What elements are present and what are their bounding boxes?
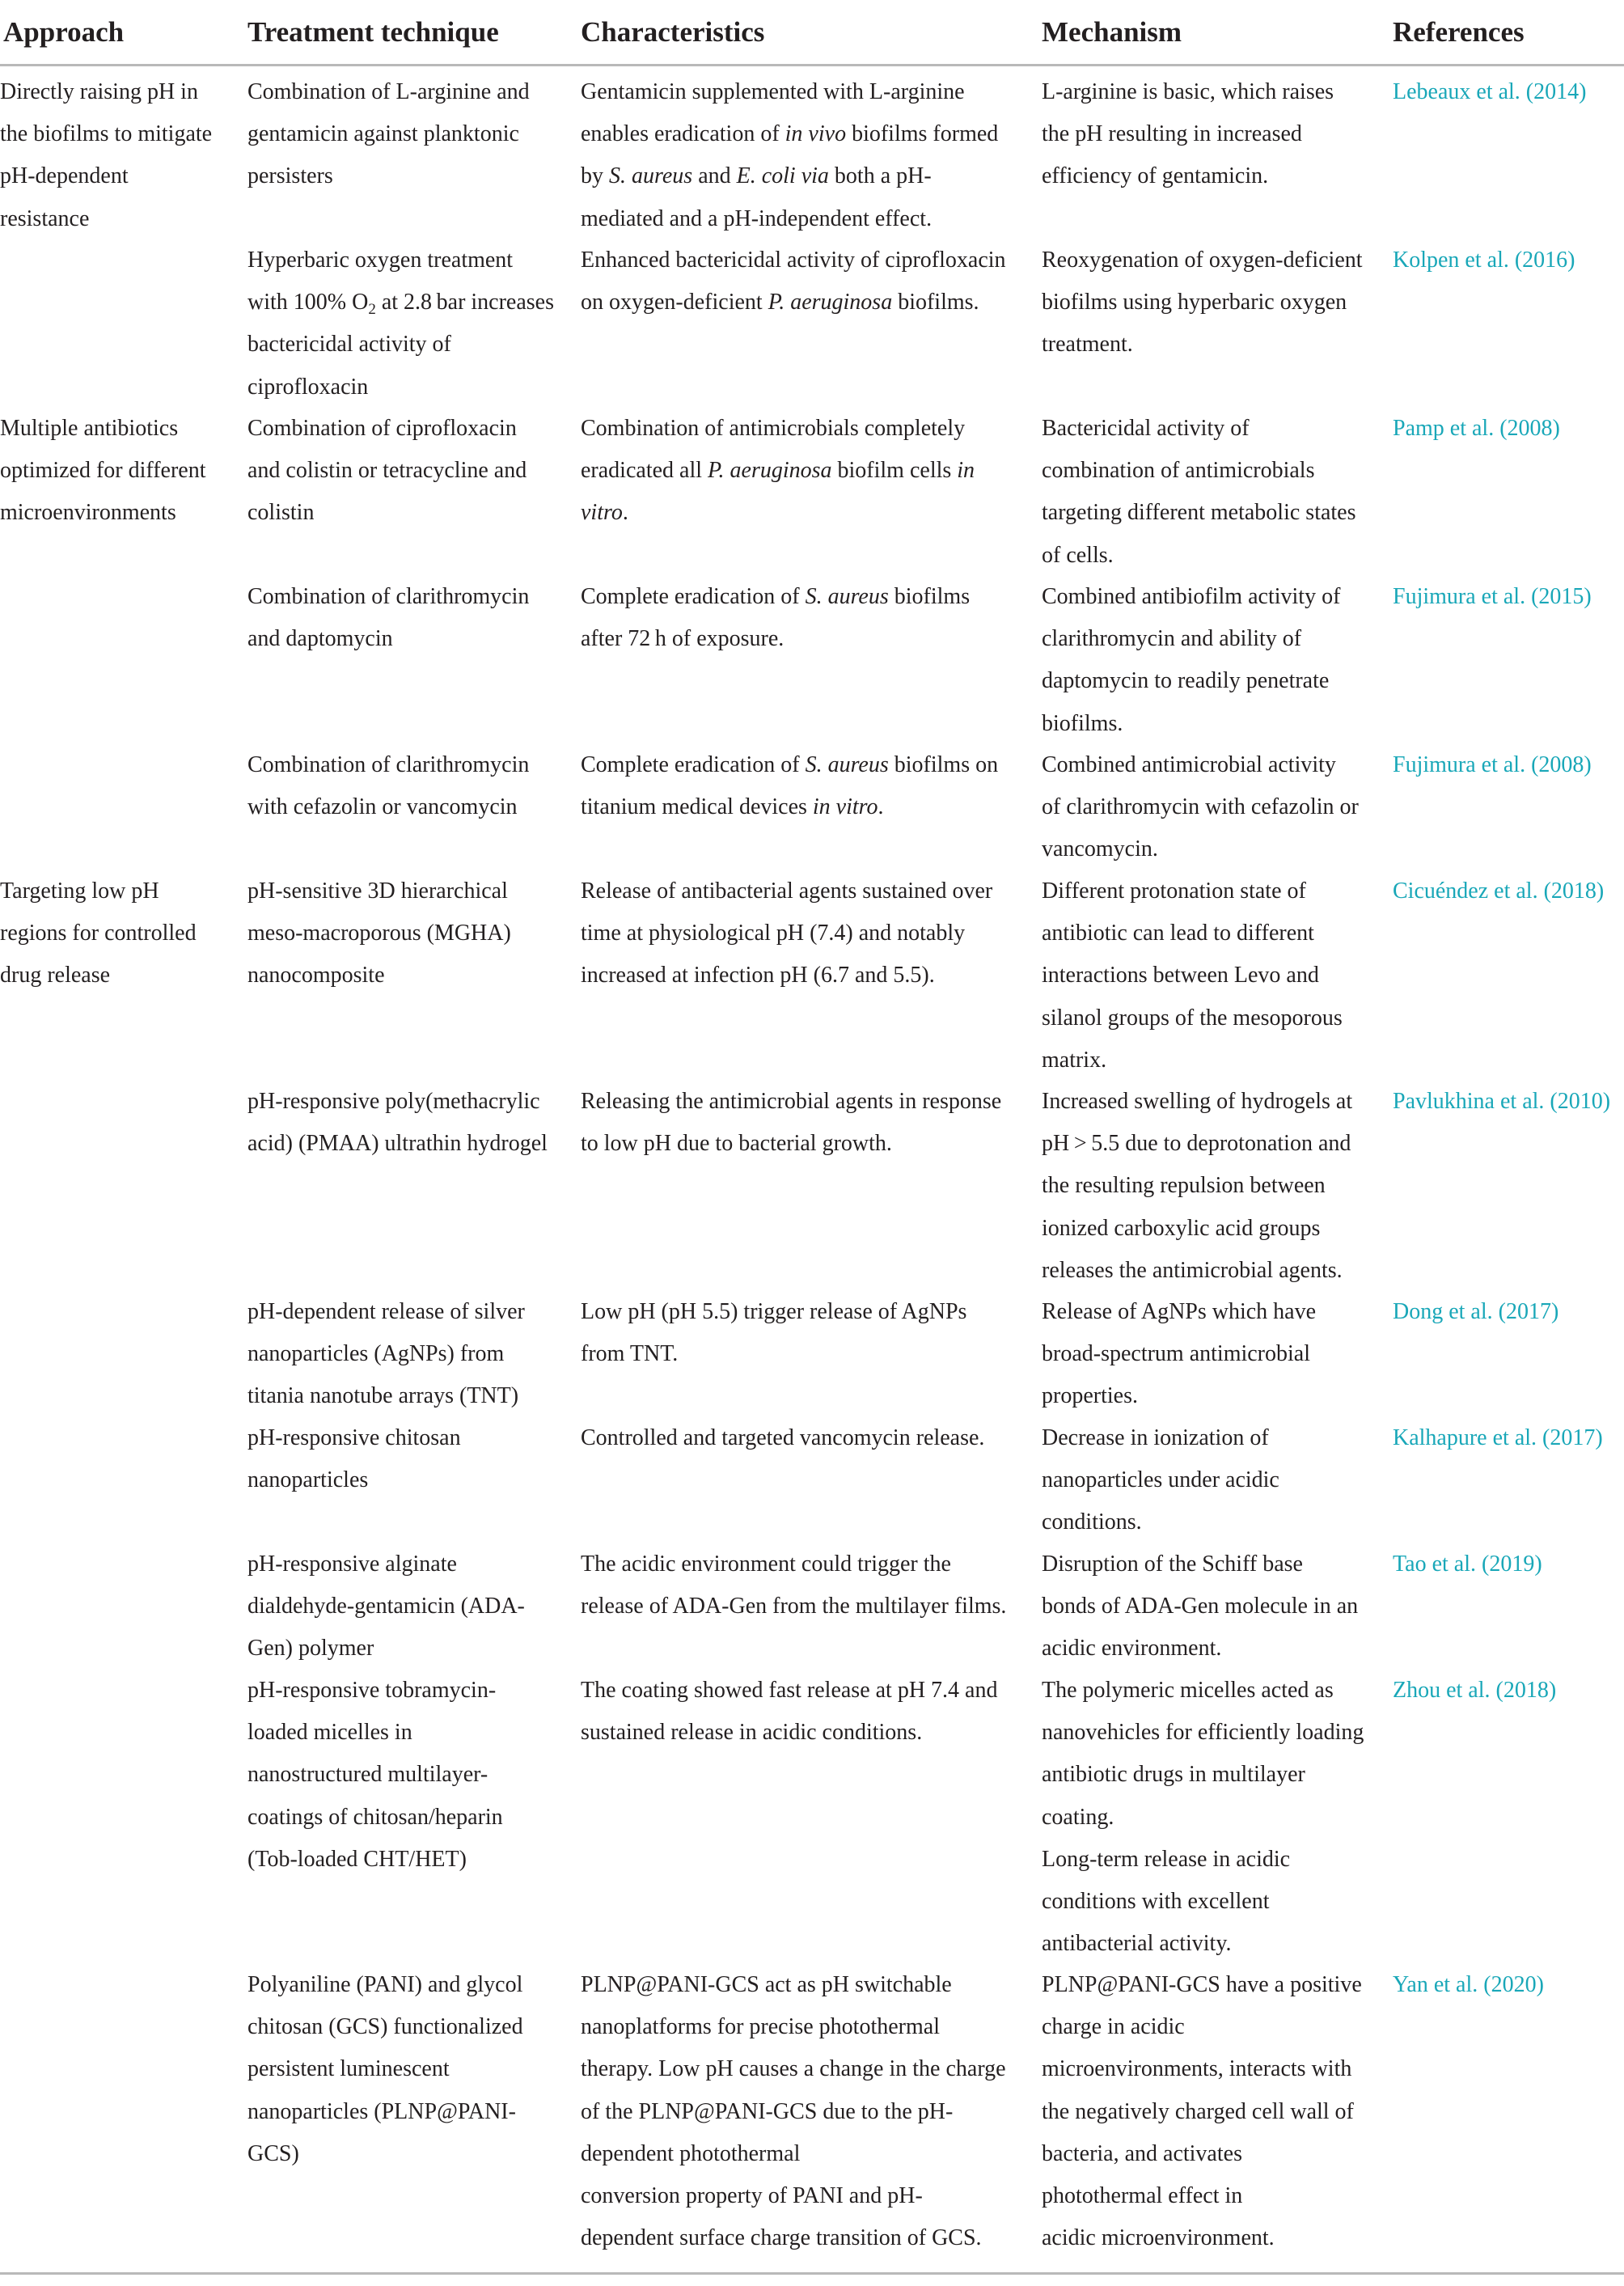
mechanism-cell-line: Different protonation state of — [1042, 878, 1306, 904]
mechanism-cell — [1042, 1081, 1352, 1292]
mechanism-cell-line: interactions between Levo and — [1042, 963, 1319, 988]
mechanism-cell — [1042, 71, 1334, 198]
mechanism-cell — [1042, 239, 1363, 366]
mechanism-cell-line: targeting different metabolic states — [1042, 500, 1356, 526]
header-treatment-technique: Treatment technique — [247, 16, 499, 48]
technique-cell — [247, 1291, 525, 1418]
mechanism-cell-line: the negatively charged cell wall of — [1042, 2098, 1354, 2124]
technique-cell-line: colistin — [247, 500, 315, 526]
characteristics-cell — [581, 870, 992, 997]
reference-link[interactable]: Zhou et al. (2018) — [1393, 1678, 1557, 1703]
mechanism-cell — [1042, 1670, 1364, 1965]
header-mechanism: Mechanism — [1042, 16, 1182, 48]
technique-cell — [247, 1081, 548, 1165]
mechanism-cell-line: conditions with excellent — [1042, 1889, 1270, 1915]
mechanism-cell-line: acidic environment. — [1042, 1636, 1222, 1662]
characteristics-cell-line: vitro. — [581, 500, 628, 526]
mechanism-cell-line: PLNP@PANI-GCS have a positive — [1042, 1972, 1362, 1997]
technique-cell — [247, 408, 527, 535]
technique-cell-line: with 100% $O_2$ at 2.8 bar increases — [247, 290, 554, 319]
mechanism-cell-line: Long-term release in acidic — [1042, 1846, 1291, 1872]
technique-cell — [247, 1670, 503, 1881]
header-references: References — [1393, 16, 1525, 48]
characteristics-cell-line: Complete eradication of S. aureus biofilms — [581, 584, 971, 609]
mechanism-cell-line: of clarithromycin with cefazolin or — [1042, 794, 1359, 820]
mechanism-cell-line: treatment. — [1042, 332, 1133, 358]
mechanism-cell-line: of cells. — [1042, 542, 1114, 568]
characteristics-cell-line: time at physiological pH (7.4) and notably — [581, 921, 966, 946]
technique-cell — [247, 1543, 525, 1670]
characteristics-cell-line: mediated and a pH-independent effect. — [581, 205, 933, 231]
characteristics-cell-line: conversion property of PANI and pH- — [581, 2183, 923, 2209]
mechanism-cell-line: efficiency of gentamicin. — [1042, 163, 1269, 189]
mechanism-cell-line: antibiotic can lead to different — [1042, 921, 1314, 946]
mechanism-cell-line: conditions. — [1042, 1509, 1142, 1535]
technique-cell-line: pH-sensitive 3D hierarchical — [247, 878, 508, 904]
technique-cell — [247, 744, 529, 828]
mechanism-cell — [1042, 744, 1359, 871]
mechanism-cell — [1042, 576, 1340, 745]
technique-cell-line: GCS) — [247, 2140, 299, 2166]
characteristics-cell-line: after 72 h of exposure. — [581, 626, 785, 652]
technique-cell-line: gentamicin against planktonic — [247, 121, 519, 147]
technique-cell-line: bactericidal activity of — [247, 332, 451, 358]
technique-cell-line: pH-responsive chitosan — [247, 1425, 461, 1450]
characteristics-cell-line: increased at infection pH (6.7 and 5.5). — [581, 963, 935, 988]
technique-cell-line: (Tob-loaded CHT/HET) — [247, 1846, 467, 1872]
mechanism-cell-line: silanol groups of the mesoporous — [1042, 1005, 1343, 1031]
technique-cell-line: nanoparticles (AgNPs) from — [247, 1341, 505, 1367]
characteristics-cell-line: Gentamicin supplemented with L-arginine — [581, 79, 965, 104]
characteristics-cell — [581, 1291, 966, 1375]
characteristics-cell-line: The coating showed fast release at pH 7.4 and — [581, 1678, 998, 1703]
mechanism-cell-line: bacteria, and activates — [1042, 2140, 1242, 2166]
mechanism-cell-line: broad-spectrum antimicrobial — [1042, 1341, 1310, 1367]
characteristics-cell-line: nanoplatforms for precise photothermal — [581, 2014, 940, 2040]
technique-cell-line: nanostructured multilayer- — [247, 1762, 488, 1788]
reference-link[interactable]: Fujimura et al. (2008) — [1393, 752, 1592, 777]
technique-cell — [247, 576, 529, 660]
reference-link[interactable]: Yan et al. (2020) — [1393, 1972, 1544, 1997]
mechanism-cell — [1042, 870, 1343, 1082]
mechanism-cell-line: ionized carboxylic acid groups — [1042, 1215, 1321, 1241]
mechanism-cell-line: clarithromycin and ability of — [1042, 626, 1302, 652]
table-bottom-divider — [0, 2272, 1624, 2275]
mechanism-cell-line: microenvironments, interacts with — [1042, 2056, 1352, 2082]
characteristics-cell-line: dependent surface charge transition of GCS. — [581, 2225, 982, 2251]
mechanism-cell-line: releases the antimicrobial agents. — [1042, 1257, 1343, 1283]
technique-cell — [247, 1964, 523, 2175]
technique-cell-line: pH-dependent release of silver — [247, 1299, 525, 1324]
mechanism-cell-line: biofilms using hyperbaric oxygen — [1042, 290, 1347, 315]
mechanism-cell-line: Disruption of the Schiff base — [1042, 1552, 1303, 1577]
reference-link[interactable]: Kolpen et al. (2016) — [1393, 248, 1575, 273]
reference-link[interactable]: Dong et al. (2017) — [1393, 1299, 1559, 1324]
mechanism-cell-line: L-arginine is basic, which raises — [1042, 79, 1334, 104]
technique-cell-line: ciprofloxacin — [247, 374, 369, 400]
reference-link[interactable]: Pavlukhina et al. (2010) — [1393, 1089, 1611, 1114]
technique-cell-line: Combination of L-arginine and — [247, 79, 530, 104]
characteristics-cell-line: titanium medical devices in vitro. — [581, 794, 884, 820]
approach-cell — [0, 408, 206, 535]
mechanism-cell-line: bonds of ADA-Gen molecule in an — [1042, 1594, 1359, 1619]
technique-cell-line: nanocomposite — [247, 963, 385, 988]
mechanism-cell-line: antibacterial activity. — [1042, 1931, 1232, 1957]
characteristics-cell-line: therapy. Low pH causes a change in the charge — [581, 2056, 1006, 2082]
mechanism-cell-line: charge in acidic — [1042, 2014, 1185, 2040]
characteristics-cell — [581, 576, 970, 660]
technique-cell-line: pH-responsive poly(methacrylic — [247, 1089, 540, 1114]
technique-cell-line: Combination of ciprofloxacin — [247, 416, 517, 441]
characteristics-cell-line: Release of antibacterial agents sustained over — [581, 878, 993, 904]
mechanism-cell-line: vancomycin. — [1042, 836, 1158, 862]
characteristics-cell-line: from TNT. — [581, 1341, 679, 1367]
characteristics-cell-line: Low pH (pH 5.5) trigger release of AgNPs — [581, 1299, 967, 1324]
reference-link[interactable]: Lebeaux et al. (2014) — [1393, 79, 1587, 104]
characteristics-cell-line: of the PLNP@PANI-GCS due to the pH- — [581, 2098, 954, 2124]
mechanism-cell-line: The polymeric micelles acted as — [1042, 1678, 1334, 1703]
mechanism-cell-line: Release of AgNPs which have — [1042, 1299, 1317, 1324]
approach-cell-line: microenvironments — [0, 500, 176, 526]
characteristics-cell — [581, 408, 975, 535]
characteristics-cell — [581, 1417, 984, 1459]
characteristics-cell-line: PLNP@PANI-GCS act as pH switchable — [581, 1972, 952, 1997]
technique-cell-line: dialdehyde-gentamicin (ADA- — [247, 1594, 525, 1619]
technique-cell-line: and colistin or tetracycline and — [247, 458, 527, 484]
header-approach: Approach — [3, 16, 125, 48]
mechanism-cell-line: Increased swelling of hydrogels at — [1042, 1089, 1353, 1114]
reference-link[interactable]: Tao et al. (2019) — [1393, 1552, 1542, 1577]
approach-cell — [0, 870, 197, 997]
mechanism-cell-line: Reoxygenation of oxygen-deficient — [1042, 248, 1363, 273]
mechanism-cell — [1042, 1417, 1279, 1544]
technique-cell-line: Combination of clarithromycin — [247, 752, 530, 777]
mechanism-cell — [1042, 1543, 1358, 1670]
characteristics-cell-line: Combination of antimicrobials completely — [581, 416, 966, 441]
header-divider — [0, 64, 1624, 66]
technique-cell-line: persistent luminescent — [247, 2056, 450, 2082]
technique-cell-line: Gen) polymer — [247, 1636, 374, 1662]
reference-link[interactable]: Pamp et al. (2008) — [1393, 416, 1560, 441]
characteristics-cell-line: Controlled and targeted vancomycin release. — [581, 1425, 985, 1450]
mechanism-cell-line: acidic microenvironment. — [1042, 2225, 1275, 2251]
characteristics-cell-line: by S. aureus and E. coli via both a pH- — [581, 163, 932, 189]
technique-cell-line: Hyperbaric oxygen treatment — [247, 248, 514, 273]
technique-cell-line: loaded micelles in — [247, 1720, 412, 1746]
mechanism-cell-line: properties. — [1042, 1383, 1138, 1409]
technique-cell — [247, 1417, 461, 1501]
technique-cell-line: coatings of chitosan/heparin — [247, 1804, 503, 1830]
table-header-row — [0, 0, 1624, 65]
characteristics-cell-line: enables eradication of in vivo biofilms formed — [581, 121, 999, 147]
approach-cell-line: optimized for different — [0, 458, 206, 484]
characteristics-cell-line: to low pH due to bacterial growth. — [581, 1131, 892, 1157]
mechanism-cell-line: Combined antimicrobial activity — [1042, 752, 1336, 777]
technique-cell-line: with cefazolin or vancomycin — [247, 794, 518, 820]
approach-cell-line: Directly raising pH in — [0, 79, 198, 104]
mechanism-cell-line: matrix. — [1042, 1047, 1107, 1073]
technique-cell — [247, 71, 530, 198]
technique-cell-line: and daptomycin — [247, 626, 393, 652]
approach-cell-line: resistance — [0, 205, 90, 231]
mechanism-cell-line: nanovehicles for efficiently loading — [1042, 1720, 1364, 1746]
mechanism-cell-line: the pH resulting in increased — [1042, 121, 1302, 147]
approach-cell-line: Multiple antibiotics — [0, 416, 179, 441]
mechanism-cell-line: daptomycin to readily penetrate — [1042, 668, 1330, 694]
reference-link[interactable]: Fujimura et al. (2015) — [1393, 584, 1592, 609]
reference-link[interactable]: Cicuéndez et al. (2018) — [1393, 878, 1605, 904]
technique-cell-line: Combination of clarithromycin — [247, 584, 530, 609]
characteristics-cell-line: dependent photothermal — [581, 2140, 801, 2166]
approach-cell-line: regions for controlled — [0, 921, 197, 946]
characteristics-cell — [581, 1964, 1006, 2259]
characteristics-cell-line: Enhanced bactericidal activity of ciprofloxacin — [581, 248, 1006, 273]
characteristics-cell — [581, 1670, 997, 1754]
characteristics-cell-line: The acidic environment could trigger the — [581, 1552, 951, 1577]
approach-cell-line: Targeting low pH — [0, 878, 159, 904]
mechanism-cell-line: the resulting repulsion between — [1042, 1173, 1326, 1199]
mechanism-cell-line: nanoparticles under acidic — [1042, 1467, 1279, 1493]
mechanism-cell-line: pH > 5.5 due to deprotonation and — [1042, 1131, 1351, 1157]
technique-cell-line: meso-macroporous (MGHA) — [247, 921, 511, 946]
characteristics-cell — [581, 71, 998, 240]
mechanism-cell-line: Decrease in ionization of — [1042, 1425, 1269, 1450]
approach-cell-line: pH-dependent — [0, 163, 129, 189]
approach-cell-line: drug release — [0, 963, 111, 988]
characteristics-cell-line: Releasing the antimicrobial agents in response — [581, 1089, 1002, 1114]
mechanism-cell-line: Combined antibiofilm activity of — [1042, 584, 1341, 609]
technique-cell-line: persisters — [247, 163, 333, 189]
characteristics-cell — [581, 1543, 1006, 1628]
technique-cell-line: pH-responsive alginate — [247, 1552, 457, 1577]
characteristics-cell — [581, 1081, 1001, 1165]
mechanism-cell-line: Bactericidal activity of — [1042, 416, 1250, 441]
header-characteristics: Characteristics — [581, 16, 765, 48]
mechanism-cell-line: photothermal effect in — [1042, 2183, 1243, 2209]
characteristics-cell-line: sustained release in acidic conditions. — [581, 1720, 923, 1746]
approach-cell — [0, 71, 212, 240]
technique-cell-line: titania nanotube arrays (TNT) — [247, 1383, 519, 1409]
characteristics-cell — [581, 744, 998, 828]
characteristics-cell — [581, 239, 1006, 324]
characteristics-cell-line: release of ADA-Gen from the multilayer films. — [581, 1594, 1007, 1619]
technique-cell — [247, 870, 511, 997]
technique-cell-line: chitosan (GCS) functionalized — [247, 2014, 523, 2040]
mechanism-cell-line: combination of antimicrobials — [1042, 458, 1315, 484]
mechanism-cell-line: biofilms. — [1042, 710, 1123, 736]
mechanism-cell-line: antibiotic drugs in multilayer — [1042, 1762, 1305, 1788]
mechanism-cell — [1042, 1964, 1362, 2259]
technique-cell — [247, 239, 554, 409]
characteristics-cell-line: eradicated all P. aeruginosa biofilm cells in — [581, 458, 975, 484]
technique-cell-line: Polyaniline (PANI) and glycol — [247, 1972, 523, 1997]
reference-link[interactable]: Kalhapure et al. (2017) — [1393, 1425, 1603, 1450]
technique-cell-line: pH-responsive tobramycin- — [247, 1678, 497, 1703]
approach-cell-line: the biofilms to mitigate — [0, 121, 213, 147]
characteristics-cell-line: Complete eradication of S. aureus biofilms on — [581, 752, 999, 777]
mechanism-cell-line: coating. — [1042, 1804, 1114, 1830]
mechanism-cell — [1042, 1291, 1316, 1418]
technique-cell-line: nanoparticles — [247, 1467, 369, 1493]
technique-cell-line: acid) (PMAA) ultrathin hydrogel — [247, 1131, 548, 1157]
technique-cell-line: nanoparticles (PLNP@PANI- — [247, 2098, 516, 2124]
characteristics-cell-line: on oxygen-deficient P. aeruginosa biofilms. — [581, 290, 979, 315]
mechanism-cell — [1042, 408, 1356, 577]
